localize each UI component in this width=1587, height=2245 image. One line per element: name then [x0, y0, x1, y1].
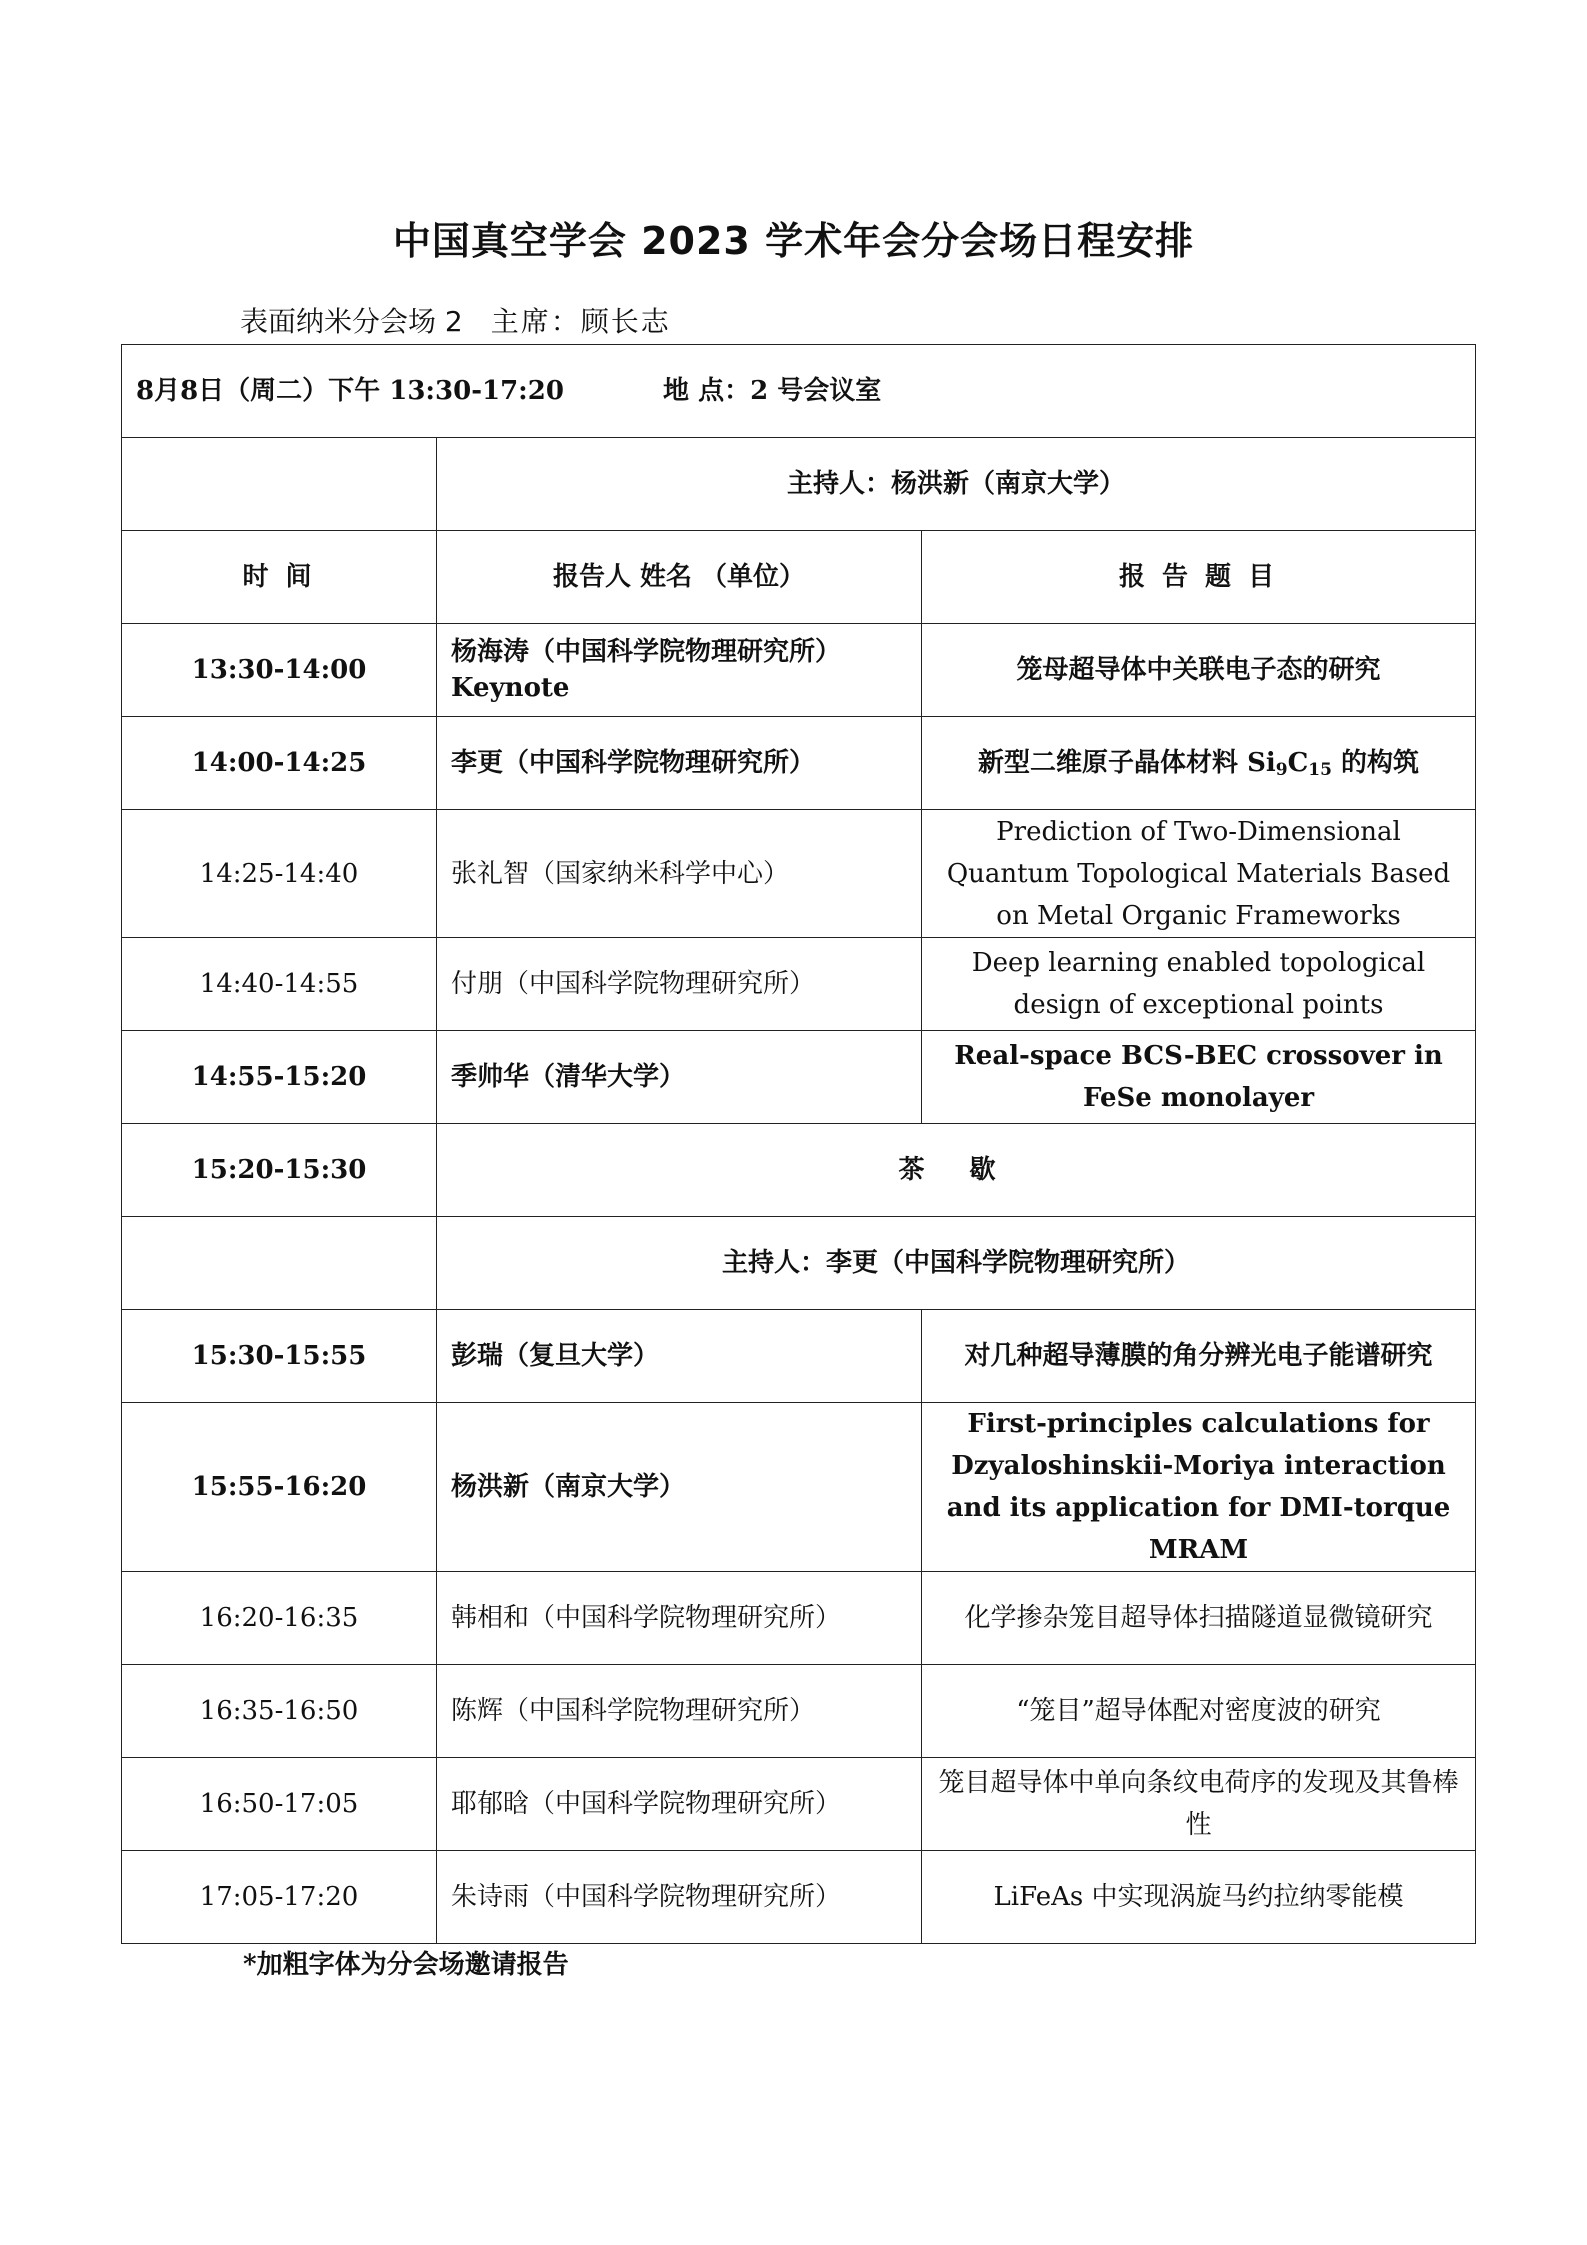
break-row: [122, 1124, 1476, 1217]
row-speaker: 李更（中国科学院物理研究所）: [437, 717, 922, 810]
row-time: 16:50-17:05: [122, 1758, 437, 1851]
row-speaker: 季帅华（清华大学）: [437, 1031, 922, 1124]
topic-text-c: 的构筑: [1331, 748, 1420, 778]
topic-text-b: C: [1287, 748, 1309, 778]
row-speaker: 杨洪新（南京大学）: [437, 1403, 922, 1572]
row-time: 13:30-14:00: [122, 624, 437, 717]
location: 地 点：2 号会议室: [663, 376, 882, 406]
table-row: [122, 1031, 1476, 1124]
row-time: 14:00-14:25: [122, 717, 437, 810]
row-topic: [922, 717, 1476, 810]
table-row: [122, 938, 1476, 1031]
header-topic: 报 告 题 目: [922, 531, 1476, 624]
row-time: 16:35-16:50: [122, 1665, 437, 1758]
row-speaker: 陈辉（中国科学院物理研究所）: [437, 1665, 922, 1758]
table-row: [122, 1572, 1476, 1665]
host-cell: 主持人：杨洪新（南京大学）: [437, 438, 1476, 531]
topic-text-a: 新型二维原子晶体材料 Si: [978, 748, 1276, 778]
row-speaker: 张礼智（国家纳米科学中心）: [437, 810, 922, 938]
page-title: 中国真空学会 2023 学术年会分会场日程安排: [392, 219, 1195, 263]
row-topic: 对几种超导薄膜的角分辨光电子能谱研究: [922, 1310, 1476, 1403]
date-time: 8月8日（周二）下午 13:30-17:20: [136, 376, 564, 406]
table-row: [122, 1851, 1476, 1944]
host-row: [122, 438, 1476, 531]
break-time: 15:20-15:30: [122, 1124, 437, 1217]
row-time: 16:20-16:35: [122, 1572, 437, 1665]
row-topic: Real-space BCS-BEC crossover in FeSe monolayer: [922, 1031, 1476, 1124]
row-topic: LiFeAs 中实现涡旋马约拉纳零能模: [922, 1851, 1476, 1944]
schedule-table: [121, 344, 1476, 1944]
header-time: 时 间: [122, 531, 437, 624]
table-row: [122, 1665, 1476, 1758]
keynote-label: Keynote: [451, 673, 570, 703]
row-time: 15:55-16:20: [122, 1403, 437, 1572]
speaker-name: 杨海涛（中国科学院物理研究所）: [451, 637, 842, 667]
footnote: *加粗字体为分会场邀请报告: [243, 1950, 569, 1980]
row-topic: Prediction of Two-Dimensional Quantum Topological Materials Based on Metal Organic Frameworks: [922, 810, 1476, 938]
row-topic: “笼目”超导体配对密度波的研究: [922, 1665, 1476, 1758]
table-row: [122, 624, 1476, 717]
row-time: 14:25-14:40: [122, 810, 437, 938]
row-topic: 化学掺杂笼目超导体扫描隧道显微镜研究: [922, 1572, 1476, 1665]
row-speaker: 彭瑞（复旦大学）: [437, 1310, 922, 1403]
row-time: 14:40-14:55: [122, 938, 437, 1031]
row-topic: 笼目超导体中单向条纹电荷序的发现及其鲁棒性: [922, 1758, 1476, 1851]
topic-sub-b: 15: [1308, 760, 1332, 780]
empty-cell: [122, 1217, 437, 1310]
info-row: [122, 345, 1476, 438]
row-speaker: 耶郁晗（中国科学院物理研究所）: [437, 1758, 922, 1851]
table-row: [122, 1403, 1476, 1572]
header-row: [122, 531, 1476, 624]
row-speaker: 付朋（中国科学院物理研究所）: [437, 938, 922, 1031]
table-row: [122, 1310, 1476, 1403]
row-speaker: 朱诗雨（中国科学院物理研究所）: [437, 1851, 922, 1944]
info-cell: [122, 345, 1476, 438]
header-speaker: 报告人 姓名 （单位）: [437, 531, 922, 624]
table-row: [122, 1758, 1476, 1851]
row-time: 15:30-15:55: [122, 1310, 437, 1403]
session-chair: 主席：顾长志: [490, 305, 671, 338]
table-row: [122, 810, 1476, 938]
row-time: 14:55-15:20: [122, 1031, 437, 1124]
row-topic: Deep learning enabled topological design of exceptional points: [922, 938, 1476, 1031]
session-subtitle: [240, 300, 671, 340]
host-row: [122, 1217, 1476, 1310]
host-cell: 主持人：李更（中国科学院物理研究所）: [437, 1217, 1476, 1310]
row-topic: 笼母超导体中关联电子态的研究: [922, 624, 1476, 717]
row-speaker: 韩相和（中国科学院物理研究所）: [437, 1572, 922, 1665]
empty-cell: [122, 438, 437, 531]
session-name: 表面纳米分会场 2: [240, 305, 463, 338]
row-time: 17:05-17:20: [122, 1851, 437, 1944]
break-label: 茶 歇: [437, 1124, 1476, 1217]
row-topic: First-principles calculations for Dzyaloshinskii-Moriya interaction and its application for DMI-torque MRAM: [922, 1403, 1476, 1572]
table-row: [122, 717, 1476, 810]
row-speaker: [437, 624, 922, 717]
topic-sub-a: 9: [1275, 760, 1288, 780]
